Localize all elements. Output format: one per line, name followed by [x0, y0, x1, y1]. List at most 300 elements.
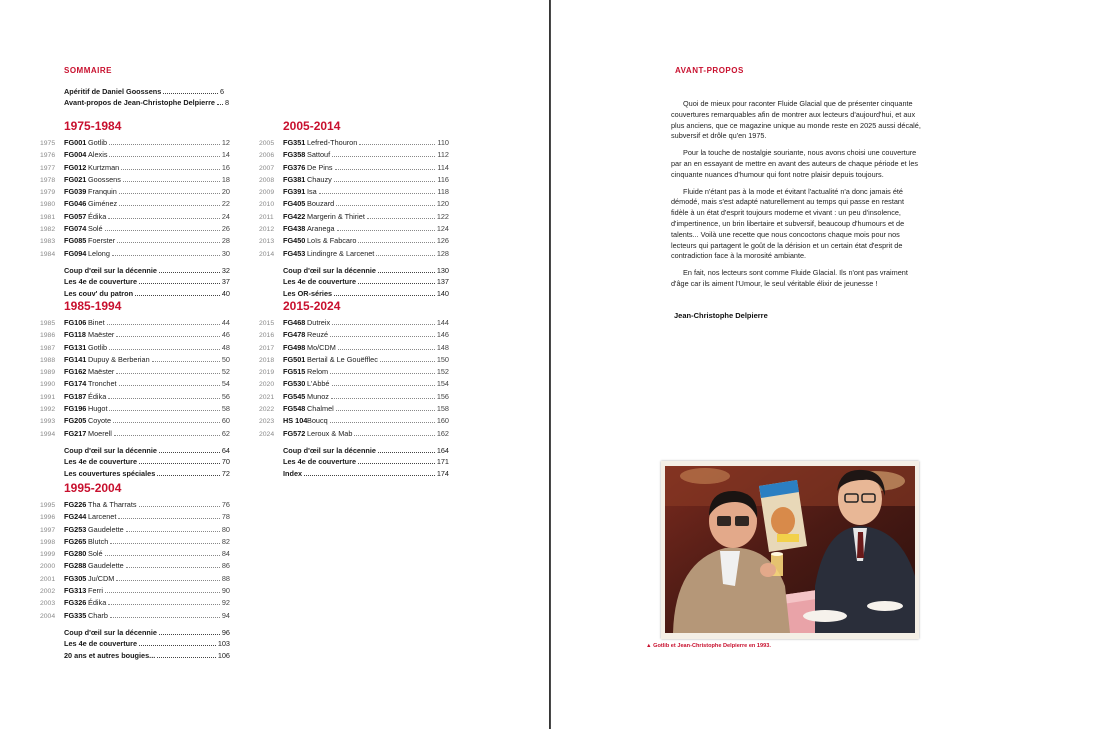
toc-extra-entry[interactable] [64, 445, 230, 456]
page-number: 8 [224, 98, 230, 107]
toc-entry[interactable] [259, 186, 449, 198]
entry-code: FG326 [64, 598, 87, 608]
entry-author: Blutch [88, 536, 109, 546]
toc-entry[interactable] [40, 499, 230, 511]
toc-entry[interactable] [40, 342, 230, 354]
entry-code: FG453 [283, 248, 306, 258]
toc-entry[interactable] [259, 391, 449, 403]
page-number: 158 [436, 404, 449, 414]
page-number: 86 [221, 561, 230, 571]
leader-dots [330, 330, 435, 337]
entry-author: Gotlib [88, 342, 108, 352]
entry-author: Foerster [88, 236, 116, 246]
leader-dots [118, 512, 219, 519]
entry-author: Solé [88, 549, 103, 559]
decade-title: 1995-2004 [64, 481, 122, 495]
page-number: 156 [436, 391, 449, 401]
entry-year: 1994 [40, 430, 56, 438]
entry-code: FG422 [283, 211, 306, 221]
entry-code: FG244 [64, 512, 87, 522]
leader-dots [358, 236, 434, 243]
entry-code: FG391 [283, 187, 306, 197]
page-number: 20 [221, 187, 230, 197]
leader-dots [108, 598, 220, 605]
entry-author: Munoz [307, 391, 329, 401]
entry-year: 2013 [259, 238, 275, 246]
leader-dots [139, 639, 216, 646]
toc-entry[interactable] [40, 248, 230, 260]
entry-code: FG039 [64, 187, 87, 197]
entry-year: 2000 [40, 563, 56, 571]
toc-entry[interactable] [40, 378, 230, 390]
page-number: 16 [221, 162, 230, 172]
toc-entry[interactable] [259, 162, 449, 174]
entry-year: 2024 [259, 430, 275, 438]
page-number: 88 [221, 573, 230, 583]
page-number: 56 [221, 391, 230, 401]
page-number: 32 [221, 265, 230, 275]
page-number: 114 [437, 162, 449, 172]
toc-entry[interactable] [40, 149, 230, 161]
decade-extras [40, 265, 230, 299]
toc-entry[interactable] [40, 415, 230, 427]
toc-entry[interactable] [40, 162, 230, 174]
entry-year: 2008 [259, 176, 275, 184]
page-number: 40 [221, 288, 230, 298]
page-number: 58 [221, 404, 230, 414]
leader-dots [367, 212, 435, 219]
toc-extra-entry[interactable] [283, 468, 449, 479]
entry-year: 1989 [40, 369, 56, 377]
leader-dots [109, 138, 220, 145]
photo-caption: ▲ Gotlib et Jean-Christophe Delpierre en 1993. [646, 643, 771, 649]
page-number: 30 [221, 248, 230, 258]
toc-entry[interactable] [259, 403, 449, 415]
entry-year: 2015 [259, 320, 275, 327]
entry-code: FG021 [64, 174, 87, 184]
entry-year: 2011 [259, 213, 274, 221]
entry-author: Sattouf [307, 150, 331, 160]
toc-extra-entry[interactable] [64, 265, 230, 276]
page-number: 48 [221, 342, 230, 352]
entry-code: FG162 [64, 367, 87, 377]
entry-author: L'Abbé [307, 379, 330, 389]
entry-author: Alexis [88, 150, 108, 160]
entry-author: Isa [307, 187, 317, 197]
toc-entry[interactable] [259, 248, 449, 260]
entry-code: FG085 [64, 236, 87, 246]
extra-label: Les 4e de couverture [283, 277, 357, 287]
toc-entry[interactable] [40, 428, 230, 440]
entry-code: FG131 [64, 342, 87, 352]
entry-code: FG012 [64, 162, 87, 172]
entry-year: 1992 [40, 406, 56, 414]
entry-code: FG501 [283, 354, 306, 364]
leader-dots [126, 525, 220, 532]
signature: Jean-Christophe Delpierre [674, 311, 768, 320]
extra-label: Les couvertures spéciales [64, 468, 156, 478]
toc-entry[interactable] [259, 342, 449, 354]
decade-1975-1984 [40, 119, 230, 299]
toc-entry[interactable] [40, 174, 230, 186]
toc-entry[interactable] [40, 317, 230, 329]
toc-entry[interactable] [259, 198, 449, 210]
entry-code: FG205 [64, 416, 87, 426]
avant-propos-title: AVANT-PROPOS [675, 66, 744, 75]
decade-extras [259, 445, 449, 479]
entry-author: Dutreix [307, 318, 331, 327]
entry-author: Tronchet [88, 379, 117, 389]
leader-dots [116, 574, 220, 581]
page-number: 22 [221, 199, 230, 209]
entry-year: 2023 [259, 418, 275, 426]
leader-dots [380, 355, 435, 362]
leader-dots [108, 212, 220, 219]
page-number: 60 [221, 416, 230, 426]
toc-entry[interactable] [259, 149, 449, 161]
toc-extra-entry[interactable] [283, 265, 449, 276]
toc-extra-entry[interactable] [64, 627, 230, 638]
toc-entry[interactable] [40, 329, 230, 341]
page-number: 44 [221, 318, 230, 327]
entry-author: Chauzy [307, 174, 332, 184]
toc-entry[interactable] [40, 524, 230, 536]
toc-entry[interactable] [259, 366, 449, 378]
extra-label: Coup d'œil sur la décennie [64, 265, 157, 275]
entry-code: FG530 [283, 379, 306, 389]
toc-entry[interactable] [40, 235, 230, 247]
entry-year: 1979 [40, 189, 56, 197]
entry-author: Maëster [88, 330, 115, 340]
toc-entry[interactable] [259, 223, 449, 235]
entry-year: 1978 [40, 176, 56, 184]
entry-code: FG118 [64, 330, 86, 340]
leader-dots [109, 150, 219, 157]
leader-dots [376, 249, 434, 256]
toc-entry[interactable] [40, 585, 230, 597]
entry-author: Édika [88, 598, 107, 608]
entry-year: 2020 [259, 381, 275, 389]
entry-author: Lelong [88, 248, 110, 258]
toc-entry[interactable] [40, 548, 230, 560]
toc-extra-entry[interactable] [64, 650, 230, 661]
entry-code: FG174 [64, 379, 87, 389]
page-number: 12 [221, 138, 230, 147]
entry-year: 2004 [40, 612, 56, 620]
entry-code: FG498 [283, 342, 306, 352]
leader-dots [152, 355, 220, 362]
entry-author: Aranega [307, 224, 335, 234]
entry-author: Leroux & Mab [307, 428, 353, 438]
entry-code: FG313 [64, 586, 87, 596]
entry-author: Larcenet [88, 512, 117, 522]
page-number: 140 [436, 288, 449, 298]
page-number: 24 [221, 211, 230, 221]
toc-entry[interactable] [40, 354, 230, 366]
entry-author: Loïs & Fabcaro [307, 236, 357, 246]
extra-label: Les 4e de couverture [64, 457, 138, 467]
entry-code: FG217 [64, 428, 87, 438]
decade-1985-1994 [40, 299, 230, 479]
page-number: 150 [436, 354, 449, 364]
entry-year: 2005 [259, 140, 275, 147]
page-number: 76 [221, 500, 230, 509]
toc-extra-entry[interactable] [64, 456, 230, 467]
entry-year: 1996 [40, 514, 56, 522]
entry-code: FG478 [283, 330, 306, 340]
entry-year: 1995 [40, 502, 56, 509]
toc-extra-entry[interactable] [64, 288, 230, 299]
entry-author: Binet [88, 318, 105, 327]
leader-dots [117, 236, 220, 243]
leader-dots [334, 289, 435, 296]
page-number: 94 [221, 610, 230, 620]
entry-author: Gaudelette [88, 524, 124, 534]
toc-entry[interactable] [259, 428, 449, 440]
entry-year: 2018 [259, 356, 275, 364]
extra-label: Les 4e de couverture [283, 457, 357, 467]
page-number: 164 [436, 445, 449, 455]
page-number: 92 [221, 598, 230, 608]
toc-entry[interactable] [259, 354, 449, 366]
leader-dots [334, 175, 436, 182]
decade-extras [40, 627, 230, 661]
entry-year: 1981 [40, 213, 56, 221]
extra-label: Index [283, 468, 303, 478]
leader-dots [119, 187, 220, 194]
leader-dots [107, 318, 220, 325]
page-number: 148 [436, 342, 449, 352]
page-number: 28 [221, 236, 230, 246]
entry-author: Kurtzman [88, 162, 120, 172]
decade-title: 2005-2014 [283, 119, 341, 133]
page-number: 90 [221, 586, 230, 596]
entry-author: Tha & Tharrats [88, 500, 137, 509]
leader-dots [157, 469, 220, 476]
entry-author: Bouzard [307, 199, 335, 209]
entry-code: FG381 [283, 174, 306, 184]
decade-extras [259, 265, 449, 299]
entry-author: Gotlib [88, 138, 108, 147]
leader-dots [109, 343, 220, 350]
leader-dots [332, 150, 435, 157]
page-number: 50 [221, 354, 230, 364]
entry-year: 2021 [259, 393, 275, 401]
entry-code: FG468 [283, 318, 306, 327]
entry-code: FG358 [283, 150, 306, 160]
decade-extras [40, 445, 230, 479]
entry-code: FG265 [64, 536, 87, 546]
entry-code: FG106 [64, 318, 87, 327]
page-number: 126 [436, 236, 449, 246]
entry-code: FG288 [64, 561, 87, 571]
page-number: 18 [221, 174, 230, 184]
page-number: 110 [437, 138, 449, 147]
entry-author: Maëster [88, 367, 115, 377]
leader-dots [110, 611, 220, 618]
entry-year: 2001 [40, 575, 56, 583]
intro-item[interactable] [64, 86, 224, 97]
entry-year: 1975 [40, 140, 56, 147]
entry-code: FG515 [283, 367, 306, 377]
entry-author: Coyote [88, 416, 112, 426]
toc-entry[interactable] [40, 597, 230, 609]
page-number: 171 [436, 457, 449, 467]
entry-author: Ju/CDM [88, 573, 115, 583]
entry-author: Lindingre & Larcenet [307, 248, 375, 258]
page-number: 78 [221, 512, 230, 522]
foreword-text [671, 99, 921, 296]
page-number: 118 [437, 187, 449, 197]
leader-dots [105, 586, 220, 593]
toc-entry[interactable] [259, 317, 449, 329]
toc-entry[interactable] [259, 211, 449, 223]
entry-author: Moerell [88, 428, 112, 438]
page-number: 106 [217, 650, 230, 660]
entry-code: FG226 [64, 500, 87, 509]
extra-label: Les couv' du patron [64, 288, 134, 298]
toc-entry[interactable] [40, 137, 230, 149]
entry-code: FG196 [64, 404, 87, 414]
entry-year: 1986 [40, 332, 56, 340]
toc-entry[interactable] [259, 378, 449, 390]
foreword-paragraph: Pour la touche de nostalgie souriante, nous avons choisi une couverture par an en essayant de mettre en avant des auteurs de chaque période et les cinquante nuances d'humour qui font notre plaisir depuis toujours. [671, 148, 919, 179]
entry-year: 2010 [259, 201, 275, 209]
toc-entry[interactable] [40, 560, 230, 572]
toc-entry[interactable] [259, 137, 449, 149]
entry-code: FG376 [283, 162, 306, 172]
entry-year: 2007 [259, 164, 275, 172]
toc-entry[interactable] [40, 511, 230, 523]
leader-dots [119, 379, 220, 386]
right-page [551, 0, 1100, 729]
toc-entry[interactable] [259, 174, 449, 186]
page-number: 122 [436, 211, 449, 221]
photo-gotlib-delpierre-illustration [665, 466, 915, 633]
entry-code: FG305 [64, 573, 87, 583]
toc-extra-entry[interactable] [283, 288, 449, 299]
entry-code: FG450 [283, 236, 306, 246]
leader-dots [139, 500, 220, 507]
toc-entry[interactable] [259, 329, 449, 341]
toc-entry[interactable] [40, 198, 230, 210]
toc-entry[interactable] [40, 610, 230, 622]
page-number: 116 [437, 174, 449, 184]
toc-extra-entry[interactable] [283, 456, 449, 467]
entry-code: FG280 [64, 549, 87, 559]
entry-year: 2012 [259, 226, 275, 234]
entry-author: Solé [88, 224, 103, 234]
toc-entry[interactable] [259, 235, 449, 247]
entry-code: FG094 [64, 248, 87, 258]
page-number: 160 [436, 416, 449, 426]
extra-label: Les OR-séries [283, 288, 333, 298]
entry-year: 2019 [259, 369, 275, 377]
page-number: 144 [436, 318, 449, 327]
entry-author: Giménez [88, 199, 118, 209]
toc-entry[interactable] [40, 536, 230, 548]
entry-year: 1993 [40, 418, 56, 426]
entry-year: 2016 [259, 332, 275, 340]
toc-entry[interactable] [40, 403, 230, 415]
extra-label: Les 4e de couverture [64, 639, 138, 649]
entry-code: FG335 [64, 610, 87, 620]
foreword-paragraph: En fait, nos lecteurs sont comme Fluide Glacial. Ils n'ont pas vraiment d'âge car ils aiment l'Umour, le seul véritable élixir de jeunesse ! [671, 268, 908, 288]
toc-extra-entry[interactable] [64, 276, 230, 287]
toc-extra-entry[interactable] [64, 638, 230, 649]
toc-entry[interactable] [40, 186, 230, 198]
entry-code: FG046 [64, 199, 87, 209]
toc-entry[interactable] [259, 415, 449, 427]
leader-dots [354, 429, 434, 436]
decade-title: 1975-1984 [64, 119, 122, 133]
leader-dots [113, 416, 220, 423]
leader-dots [319, 187, 436, 194]
leader-dots [217, 98, 223, 105]
extra-label: Coup d'œil sur la décennie [283, 445, 376, 455]
entry-code: FG438 [283, 224, 306, 234]
intro-item[interactable] [64, 97, 230, 108]
entry-year: 1998 [40, 538, 56, 546]
toc-entry[interactable] [40, 391, 230, 403]
entry-year: 1982 [40, 226, 56, 234]
entry-author: Margerin & Thiriet [307, 211, 365, 221]
page-number: 96 [221, 627, 230, 637]
leader-dots [139, 457, 220, 464]
foreword-paragraph: Fluide n'étant pas à la mode et évitant l'actualité n'a donc jamais été démodé, mais s'est adapté naturellement au temps qui passe en restant fidèle à un état d'esprit toujours moderne et vivant : un peu d'insolence, d'impertinence, un brin libertaire et subversif, beaucoup d'humours et de talents... Voilà une recette que nous concoctons chaque mois pour nos lecteurs qui partagent le goût de la dérision et un certain état d'esprit de contradiction face à la morosité ambiante. [671, 186, 905, 261]
entry-author: Franquin [88, 187, 117, 197]
entry-year: 1976 [40, 152, 56, 160]
leader-dots [330, 416, 435, 423]
toc-extra-entry[interactable] [283, 276, 449, 287]
entry-year: 1990 [40, 381, 56, 389]
leader-dots [337, 224, 435, 231]
leader-dots [359, 138, 435, 145]
leader-dots [163, 87, 218, 94]
toc-entry[interactable] [40, 211, 230, 223]
toc-extra-entry[interactable] [283, 445, 449, 456]
leader-dots [108, 392, 220, 399]
foreword-paragraph: Quoi de mieux pour raconter Fluide Glacial que de présenter cinquante couvertures remarquables afin de montrer aux lecteurs d'aujourd'hui, et aux plus anciens, que ce magazine unique au monde reste en 2025 aussi décalé, subversif et drôle qu'en 1975. [671, 99, 921, 141]
leader-dots [139, 277, 220, 284]
page-number: 52 [221, 367, 230, 377]
leader-dots [159, 628, 220, 635]
entry-year: 1987 [40, 344, 56, 352]
leader-dots [336, 199, 435, 206]
page-number: 70 [221, 457, 230, 467]
entry-author: Reuzé [307, 330, 329, 340]
leader-dots [335, 163, 436, 170]
extra-label: 20 ans et autres bougies... [64, 650, 156, 660]
extra-label: Les 4e de couverture [64, 277, 138, 287]
leader-dots [116, 367, 220, 374]
leader-dots [336, 404, 435, 411]
entry-code: FG141 [64, 354, 87, 364]
toc-entry[interactable] [40, 573, 230, 585]
toc-extra-entry[interactable] [64, 468, 230, 479]
toc-entry[interactable] [40, 223, 230, 235]
toc-entry[interactable] [40, 366, 230, 378]
page-number: 120 [436, 199, 449, 209]
entry-code: FG545 [283, 391, 306, 401]
entry-year: 2006 [259, 152, 275, 160]
entry-year: 2022 [259, 406, 275, 414]
entry-author: Hugot [88, 404, 108, 414]
leader-dots [332, 318, 435, 325]
leader-dots [338, 343, 435, 350]
extra-label: Coup d'œil sur la décennie [64, 445, 157, 455]
entry-year: 1999 [40, 551, 56, 559]
